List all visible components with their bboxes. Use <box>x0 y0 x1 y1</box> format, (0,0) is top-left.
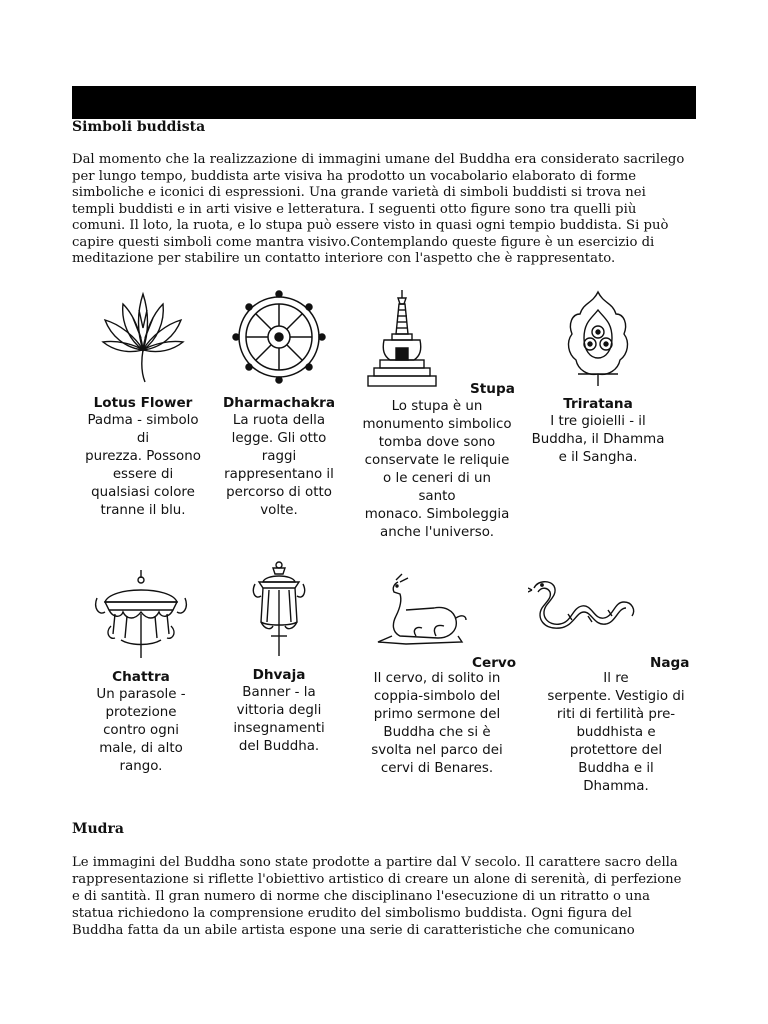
symbol-naga <box>528 576 698 796</box>
symbol-description: Un parasole - protezione contro ogni male, di alto rango. <box>96 687 186 774</box>
symbol-lotus <box>72 288 214 520</box>
intro-line: templi buddisti e in arti visive e letteratura. I seguenti otto figure sono tra quelli più <box>72 201 637 217</box>
symbol-stupa <box>346 288 528 542</box>
mudra-line: rappresentazione si riflette l'obiettivo artistico di creare un alone di serenità, di perfezione <box>72 872 682 887</box>
mudra-paragraph <box>72 854 712 939</box>
mudra-line: e di santità. Il gran numero di norme che disciplinano l'esecuzione di un ritratto o una <box>72 889 650 904</box>
symbol-name: Dharmachakra <box>222 395 335 411</box>
symbol-name: Dhvaja <box>252 667 306 683</box>
section-title: Simboli buddista <box>72 119 206 135</box>
banner-icon <box>247 560 311 658</box>
symbol-name: Chattra <box>112 669 170 685</box>
intro-line: capire questi simboli come mantra visivo.Contemplando queste figure è un esercizio di <box>72 234 655 250</box>
lotus-icon <box>97 288 189 384</box>
symbol-description: Padma - simbolo di purezza. Possono essere di qualsiasi colore tranne il blu. <box>85 413 201 518</box>
symbol-name: Cervo <box>472 655 517 671</box>
intro-line: meditazione per stabilire un contatto interiore con l'aspetto che è rappresentato. <box>72 251 616 266</box>
triratana-icon <box>558 288 638 388</box>
symbol-chattra <box>72 568 210 776</box>
symbol-dhvaja <box>216 560 342 756</box>
symbol-name: Lotus Flower <box>93 395 193 411</box>
symbol-name: Naga <box>650 655 690 671</box>
mudra-title: Mudra <box>72 821 124 837</box>
intro-line: per lungo tempo, buddista arte visiva ha prodotto un vocabolario elaborato di forme <box>72 168 637 184</box>
mudra-line: statua richiedono la comprensione erudito del simbolismo buddista. Ogni figura del <box>72 906 632 921</box>
dharma-wheel-icon <box>229 288 329 386</box>
symbol-name: Stupa <box>470 381 515 397</box>
stupa-icon <box>362 288 442 392</box>
mudra-line: Buddha fatta da un abile artista espone una serie di caratteristiche che comunicano <box>72 923 635 938</box>
symbol-description: I tre gioielli - il Buddha, il Dhamma e il Sangha. <box>531 414 665 465</box>
symbol-triratana <box>530 288 666 467</box>
symbol-description: Il cervo, di solito in coppia-simbolo del primo sermone del Buddha che si è svolta nel parco dei cervi di Benares. <box>371 671 503 776</box>
serpent-icon <box>528 576 640 642</box>
symbol-description: La ruota della legge. Gli otto raggi rappresentano il percorso di otto volte. <box>224 413 334 518</box>
symbol-description: Il re serpente. Vestigio di riti di fertilità pre- buddhista e protettore del Buddha e il Dhamma. <box>547 671 685 794</box>
symbol-cervo <box>346 570 528 778</box>
parasol-icon <box>91 568 191 660</box>
header-bar <box>72 86 696 119</box>
symbol-description: Lo stupa è un monumento simbolico tomba dove sono conservate le reliquie o le ceneri di un santo monaco. Simboleggia anche l'universo. <box>362 399 512 540</box>
mudra-line: Le immagini del Buddha sono state prodotte a partire dal V secolo. Il carattere sacro della <box>72 855 678 870</box>
symbol-dharmachakra <box>212 288 346 520</box>
intro-line: comuni. Il loto, la ruota, e lo stupa può essere visto in quasi ogni tempio buddista. Si può <box>72 218 669 233</box>
symbol-description: Banner - la vittoria degli insegnamenti del Buddha. <box>233 685 325 754</box>
symbol-name: Triratana <box>563 396 633 412</box>
intro-line: Dal momento che la realizzazione di immagini umane del Buddha era considerato sacrilego <box>72 152 685 167</box>
intro-paragraph <box>72 152 702 268</box>
deer-icon <box>366 570 470 650</box>
intro-line: simboliche e iconici di espressioni. Una grande varietà di simboli buddisti si trova nei <box>72 185 646 200</box>
